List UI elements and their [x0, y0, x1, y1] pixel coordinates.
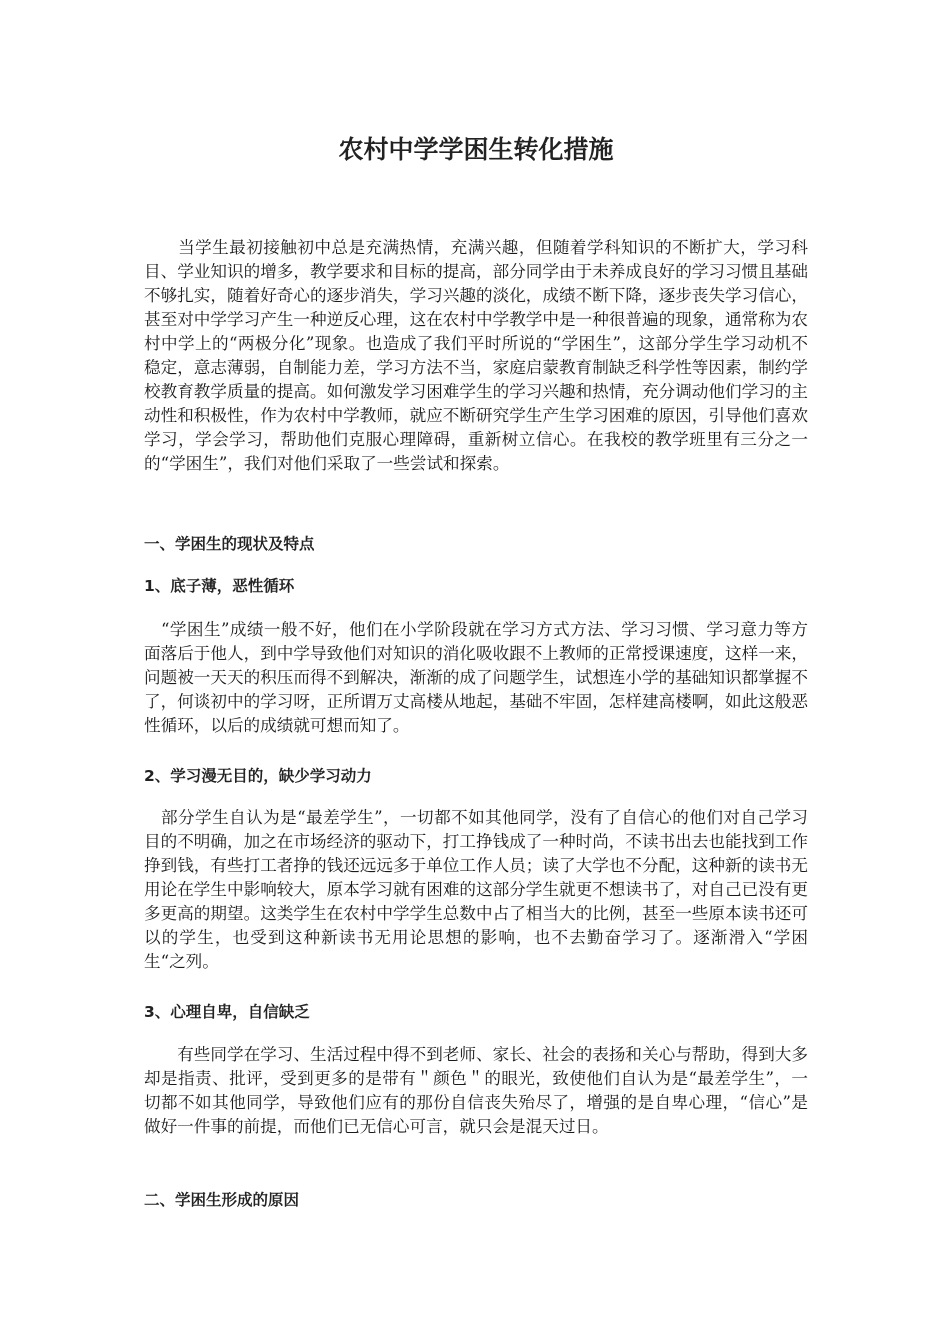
section-heading-causes: 二、学困生形成的原因 [144, 1191, 300, 1209]
document-title: 农村中学学困生转化措施 [338, 135, 614, 164]
paragraph-low-confidence: 有些同学在学习、生活过程中得不到老师、家长、社会的表扬和关心与帮助，得到大多却是指责、批评，受到更多的是带有＂颜色＂的眼光，致使他们自认为是“最差学生”，一切都不如其他同学，导致他们应有的那份自信丧失殆尽了，增强的是自卑心理，“信心”是做好一件事的前提，而他们已无信心可言，就只会是混天过日。 [144, 1045, 808, 1136]
paragraph-weak-foundation: “学困生”成绩一般不好，他们在小学阶段就在学习方式方法、学习习惯、学习意力等方面落后于他人，到中学导致他们对知识的消化吸收跟不上教师的正常授课速度，这样一来，问题被一天天的积压而得不到解决，渐渐的成了问题学生，试想连小学的基础知识都掌握不了，何谈初中的学习呀，正所谓万丈高楼从地起，基础不牢固，怎样建高楼啊，如此这般恶性循环，以后的成绩就可想而知了。 [144, 620, 808, 735]
subheading-no-motivation: 2、学习漫无目的，缺少学习动力 [144, 767, 372, 785]
subheading-weak-foundation: 1、底子薄，恶性循环 [144, 577, 295, 595]
section-heading-status: 一、学困生的现状及特点 [144, 535, 315, 553]
intro-paragraph: 当学生最初接触初中总是充满热情，充满兴趣，但随着学科知识的不断扩大，学习科目、学业知识的增多，教学要求和目标的提高，部分同学由于未养成良好的学习习惯且基础不够扎实，随着好奇心的逐步消失，学习兴趣的淡化，成绩不断下降，逐步丧失学习信心，甚至对中学学习产生一种逆反心理，这在农村中学教学中是一种很普遍的现象，通常称为农村中学上的“两极分化”现象。也造成了我们平时所说的“学困生”，这部分学生学习动机不稳定，意志薄弱，自制能力差，学习方法不当，家庭启蒙教育制缺乏科学性等因素，制约学校教育教学质量的提高。如何激发学习困难学生的学习兴趣和热情，充分调动他们学习的主动性和积极性，作为农村中学教师，就应不断研究学生产生学习困难的原因，引导他们喜欢学习，学会学习，帮助他们克服心理障碍，重新树立信心。在我校的教学班里有三分之一的“学困生”，我们对他们采取了一些尝试和探索。 [144, 238, 808, 473]
paragraph-no-motivation: 部分学生自认为是“最差学生”，一切都不如其他同学，没有了自信心的他们对自己学习目的不明确，加之在市场经济的驱动下，打工挣钱成了一种时尚，不读书出去也能找到工作挣到钱，有些打工者挣的钱还远远多于单位工作人员；读了大学也不分配，这种新的读书无用论在学生中影响较大，原本学习就有困难的这部分学生就更不想读书了，对自己已没有更多更高的期望。这类学生在农村中学学生总数中占了相当大的比例，甚至一些原本读书还可以的学生，也受到这种新读书无用论思想的影响，也不去勤奋学习了。逐渐滑入“学困生“之列。 [144, 808, 808, 971]
subheading-low-confidence: 3、心理自卑，自信缺乏 [144, 1003, 310, 1021]
